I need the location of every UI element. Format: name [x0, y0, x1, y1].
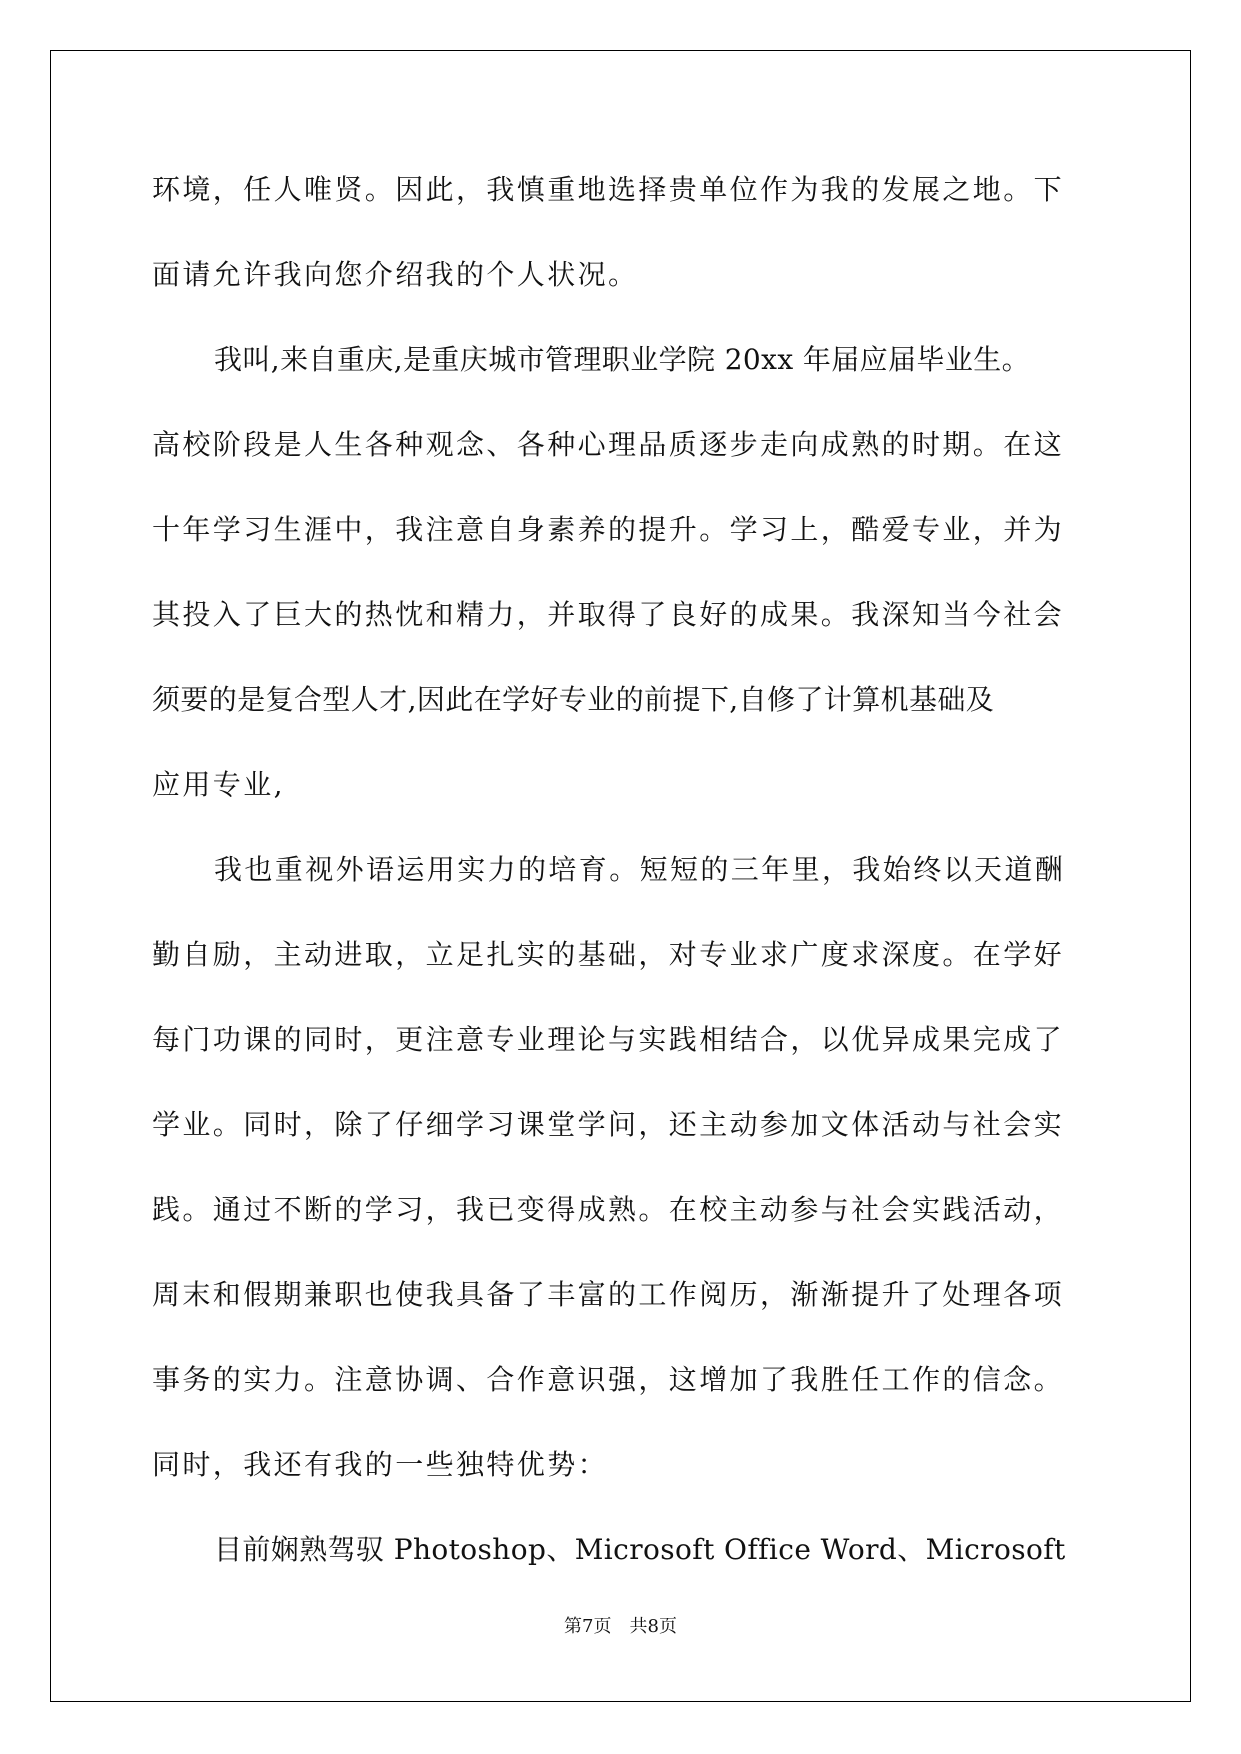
text-line: 周末和假期兼职也使我具备了丰富的工作阅历，渐渐提升了处理各项: [152, 1278, 1065, 1311]
text-line: 同时，我还有我的一些独特优势：: [152, 1448, 609, 1481]
text-line: 其投入了巨大的热忱和精力，并取得了良好的成果。我深知当今社会: [152, 598, 1065, 631]
text-line: 面请允许我向您介绍我的个人状况。: [152, 258, 639, 291]
text-line: 践。通过不断的学习，我已变得成熟。在校主动参与社会实践活动，: [152, 1193, 1065, 1226]
text-line: 事务的实力。注意协调、合作意识强，这增加了我胜任工作的信念。: [152, 1363, 1065, 1396]
page-footer: [0, 1612, 1241, 1638]
paragraph-start-line: 我也重视外语运用实力的培育。短短的三年里，我始终以天道酬: [214, 853, 1066, 886]
text-line: 环境，任人唯贤。因此，我慎重地选择贵单位作为我的发展之地。下: [152, 173, 1065, 206]
document-body: [152, 155, 1094, 1600]
text-line: 高校阶段是人生各种观念、各种心理品质逐步走向成熟的时期。在这: [152, 428, 1065, 461]
paragraph-start-line: 目前娴熟驾驭 Photoshop、Microsoft Office Word、Microsoft: [214, 1533, 1066, 1566]
page-number-label: 第7页 共8页: [564, 1616, 677, 1637]
text-line: 须要的是复合型人才,因此在学好专业的前提下,自修了计算机基础及: [152, 683, 995, 716]
paragraph-start-line: 我叫,来自重庆,是重庆城市管理职业学院 20xx 年届应届毕业生。: [214, 343, 1031, 376]
text-line: 学业。同时，除了仔细学习课堂学问，还主动参加文体活动与社会实: [152, 1108, 1065, 1141]
text-line: 十年学习生涯中，我注意自身素养的提升。学习上，酷爱专业，并为: [152, 513, 1065, 546]
text-line: 应用专业,: [152, 768, 285, 801]
text-line: 每门功课的同时，更注意专业理论与实践相结合，以优异成果完成了: [152, 1023, 1065, 1056]
text-line: 勤自励，主动进取，立足扎实的基础，对专业求广度求深度。在学好: [152, 938, 1065, 971]
